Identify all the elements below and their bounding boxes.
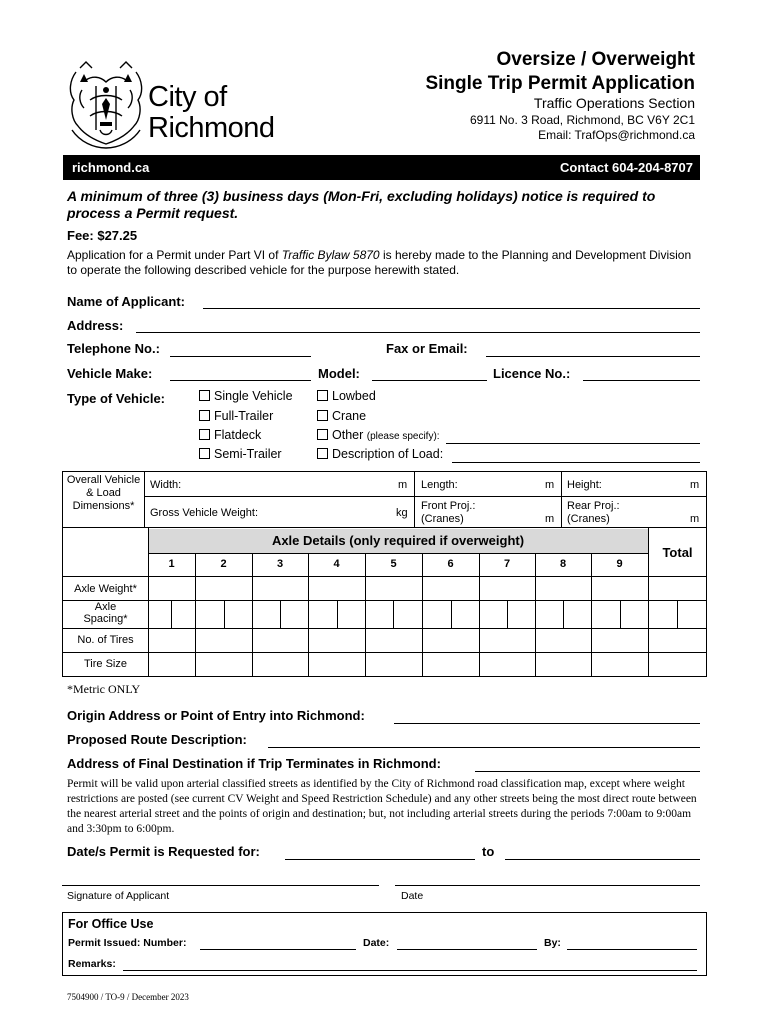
- front-proj-unit: m: [545, 513, 555, 525]
- axle-spacing-row[interactable]: [149, 601, 706, 628]
- axle-number-1: 1: [168, 558, 175, 570]
- fax-email-field[interactable]: [486, 356, 700, 357]
- width-input[interactable]: [190, 472, 390, 496]
- licence-field[interactable]: [583, 380, 700, 381]
- option-flatdeck[interactable]: [199, 428, 261, 442]
- axle-number-8: 8: [559, 558, 567, 570]
- date-to-field[interactable]: [505, 859, 700, 860]
- office-address: 6911 No. 3 Road, Richmond, BC V6Y 2C1: [469, 113, 695, 127]
- axle-number-7: 7: [503, 558, 511, 570]
- application-statement: [67, 248, 697, 278]
- dates-to-label: to: [482, 844, 495, 859]
- name-label: Name of Applicant:: [67, 294, 185, 309]
- fax-email-label: Fax or Email:: [386, 341, 468, 356]
- address-field[interactable]: [136, 332, 700, 333]
- fee-text: Fee: $27.25: [67, 228, 138, 243]
- contact-address-block: [470, 113, 695, 143]
- header-banner: [63, 155, 700, 180]
- dimensions-row-label: Overall Vehicle & Load Dimensions*: [66, 474, 141, 512]
- signature-date-field[interactable]: [395, 885, 700, 886]
- dates-label: Date/s Permit is Requested for:: [67, 844, 260, 859]
- table-rule: [144, 471, 145, 528]
- office-use-box: [62, 912, 707, 976]
- axle-number-4: 4: [333, 558, 340, 570]
- option-label: Description of Load:: [332, 447, 444, 461]
- telephone-label: Telephone No.:: [67, 341, 160, 356]
- checkbox-icon[interactable]: [317, 429, 328, 440]
- table-rule: [561, 471, 562, 528]
- checkbox-icon[interactable]: [199, 410, 210, 421]
- other-specify-field[interactable]: [446, 443, 700, 444]
- form-number-footer: 7504900 / TO-9 / December 2023: [67, 992, 189, 1002]
- office-date-label: Date:: [363, 937, 390, 949]
- other-note: (please specify):: [366, 431, 440, 442]
- checkbox-icon[interactable]: [317, 448, 328, 459]
- option-other[interactable]: [317, 428, 440, 442]
- option-label: Semi-Trailer: [214, 447, 282, 461]
- permit-validity-text: Permit will be valid upon arterial classified streets as identified by the City of Richmond road classification map, except where weight restrictions are posted (see current CV Weight and Speed Restriction Schedule) and any other streets being the most direct route between the nearest arterial street and the points of origin and destination; but, not including arterial streets during the periods 7:00am to 9:00am and 3:30pm to 6:00pm.: [67, 778, 697, 835]
- description-field[interactable]: [452, 462, 700, 463]
- width-unit: m: [398, 479, 408, 491]
- origin-label: Origin Address or Point of Entry into Richmond:: [67, 708, 365, 723]
- office-use-title: For Office Use: [68, 917, 154, 931]
- remarks-field[interactable]: [123, 970, 697, 971]
- option-lowbed[interactable]: [317, 389, 376, 403]
- checkbox-icon[interactable]: [199, 448, 210, 459]
- gvw-label: Gross Vehicle Weight:: [150, 507, 259, 519]
- option-description-of-load[interactable]: [317, 447, 443, 461]
- tires-count-label: No. of Tires: [77, 634, 134, 646]
- checkbox-icon[interactable]: [317, 390, 328, 401]
- option-semi-trailer[interactable]: [199, 447, 282, 461]
- notice-text: A minimum of three (3) business days (Mon-Fri, excluding holidays) notice is required to process a Permit request.: [67, 188, 656, 221]
- option-label: Other: [332, 428, 364, 442]
- website-link[interactable]: richmond.ca: [72, 160, 150, 175]
- city-line1: City of: [148, 81, 227, 113]
- height-input[interactable]: [608, 472, 688, 496]
- signature-field[interactable]: [62, 885, 379, 886]
- axle-total-header: Total: [662, 545, 693, 560]
- length-unit: m: [545, 479, 555, 491]
- length-label: Length:: [421, 479, 458, 491]
- option-label: Crane: [332, 409, 367, 423]
- tire-size-row[interactable]: [149, 653, 706, 676]
- axle-number-5: 5: [390, 558, 397, 570]
- form-title-line2: Single Trip Permit Application: [425, 73, 695, 94]
- gvw-input[interactable]: [265, 497, 393, 527]
- option-label: Lowbed: [332, 389, 376, 403]
- axle-spacing-label: Axle Spacing*: [83, 601, 128, 625]
- remarks-label: Remarks:: [68, 958, 116, 970]
- rear-proj-cranes: (Cranes): [567, 513, 610, 525]
- application-text-after: is hereby made to the Planning and Development Division to operate the following described vehicle for the purpose herewith stated.: [67, 248, 692, 277]
- bylaw-reference: Traffic Bylaw 5870: [281, 248, 380, 262]
- length-input[interactable]: [462, 472, 542, 496]
- metric-note: *Metric ONLY: [67, 682, 141, 696]
- date-from-field[interactable]: [285, 859, 475, 860]
- origin-field[interactable]: [394, 723, 700, 724]
- city-wordmark: [148, 82, 275, 144]
- option-full-trailer[interactable]: [199, 409, 273, 423]
- destination-label: Address of Final Destination if Trip Terminates in Richmond:: [67, 756, 441, 771]
- permit-issued-label: Permit Issued: Number:: [68, 937, 187, 949]
- axle-number-2: 2: [220, 558, 227, 570]
- table-rule: [62, 527, 707, 528]
- width-label: Width:: [150, 479, 182, 491]
- office-email: Email: TrafOps@richmond.ca: [538, 128, 695, 142]
- option-crane[interactable]: [317, 409, 366, 423]
- table-rule: [62, 676, 707, 677]
- checkbox-icon[interactable]: [199, 429, 210, 440]
- model-field[interactable]: [372, 380, 487, 381]
- rear-proj-input[interactable]: [625, 497, 687, 527]
- section-name: Traffic Operations Section: [533, 95, 695, 111]
- form-title: [425, 48, 695, 96]
- height-label: Height:: [567, 479, 602, 491]
- permit-number-field[interactable]: [200, 949, 356, 950]
- rear-proj-label: Rear Proj.:: [567, 500, 620, 512]
- form-title-line1: Oversize / Overweight: [496, 49, 695, 70]
- address-label: Address:: [67, 318, 124, 333]
- axle-details-title: Axle Details (only required if overweight): [271, 533, 525, 548]
- office-by-field[interactable]: [567, 949, 697, 950]
- option-single-vehicle[interactable]: [199, 389, 293, 403]
- axle-number-3: 3: [276, 558, 284, 570]
- destination-field[interactable]: [475, 771, 700, 772]
- rear-proj-unit: m: [690, 513, 700, 525]
- table-rule: [706, 471, 707, 677]
- tire-size-label: Tire Size: [84, 658, 127, 670]
- office-date-field[interactable]: [397, 949, 537, 950]
- contact-phone: Contact 604-204-8707: [560, 160, 693, 175]
- name-field[interactable]: [203, 308, 700, 309]
- application-text-before: Application for a Permit under Part VI of: [67, 248, 282, 262]
- axle-number-9: 9: [616, 558, 623, 570]
- model-label: Model:: [318, 366, 360, 381]
- city-crest-logo: [66, 60, 146, 150]
- axle-weight-row[interactable]: [149, 577, 706, 600]
- signature-label: Signature of Applicant: [67, 890, 170, 902]
- front-proj-label: Front Proj.:: [421, 500, 476, 512]
- proposed-route-label: Proposed Route Description:: [67, 732, 247, 747]
- table-rule: [148, 553, 648, 554]
- axle-weight-label: Axle Weight*: [74, 583, 137, 595]
- checkbox-icon[interactable]: [317, 410, 328, 421]
- option-label: Full-Trailer: [214, 409, 274, 423]
- signature-date-label: Date: [401, 890, 424, 902]
- proposed-route-field[interactable]: [268, 747, 700, 748]
- vehicle-type-label: Type of Vehicle:: [67, 391, 166, 406]
- front-proj-input[interactable]: [480, 497, 542, 527]
- checkbox-icon[interactable]: [199, 390, 210, 401]
- tires-count-row[interactable]: [149, 629, 706, 652]
- table-rule: [414, 471, 415, 528]
- height-unit: m: [690, 479, 700, 491]
- licence-label: Licence No.:: [493, 366, 571, 381]
- front-proj-cranes: (Cranes): [421, 513, 464, 525]
- city-line2: Richmond: [148, 112, 275, 144]
- vehicle-make-label: Vehicle Make:: [67, 366, 153, 381]
- office-by-label: By:: [544, 937, 561, 949]
- vehicle-make-field[interactable]: [170, 380, 311, 381]
- option-label: Single Vehicle: [214, 389, 293, 403]
- telephone-field[interactable]: [170, 356, 311, 357]
- table-rule: [144, 496, 707, 497]
- option-label: Flatdeck: [214, 428, 262, 442]
- gvw-unit: kg: [396, 507, 408, 519]
- axle-number-6: 6: [447, 558, 454, 570]
